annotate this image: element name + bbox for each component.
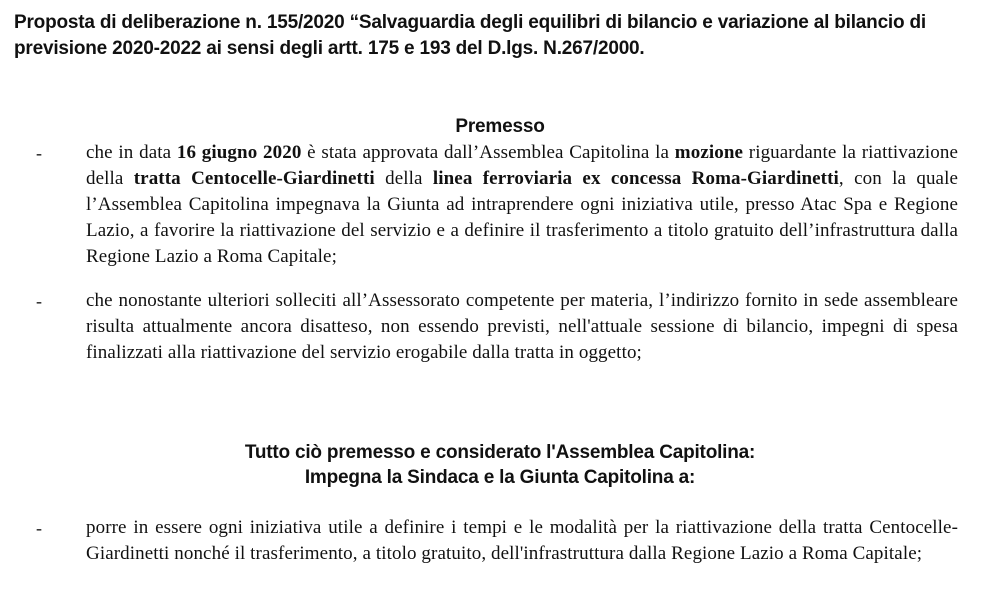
list-item-text (86, 140, 958, 270)
list-dash: - (36, 291, 42, 311)
bold-text-run: tratta Centocelle-Giardinetti (133, 168, 375, 189)
bold-text-run: linea ferroviaria ex concessa Roma-Giardinetti (432, 168, 839, 189)
document-title: Proposta di deliberazione n. 155/2020 “Salvaguardia degli equilibri di bilancio e variazione al bilancio di previsione 2020-2022 ai sensi degli artt. 175 e 193 del D.lgs. N.267/2000. (14, 12, 926, 59)
bold-text-run: 16 giugno 2020 (176, 142, 302, 163)
text-run: , con la quale l’Assemblea Capitolina impegnava la Giunta ad intraprendere ogni iniziativa utile, presso Atac Spa e Regione Lazio, a favorire la riattivazione del servizio e a definire il trasferimento a titolo gratuito dell’infrastruttura dalla Regione Lazio a Roma Capitale; (86, 168, 958, 267)
list-item-text (86, 288, 958, 366)
bold-text-run: mozione (674, 142, 744, 163)
text-run: che nonostante ulteriori solleciti all’Assessorato competente per materia, l’indirizzo fornito in sede assembleare risulta attualmente ancora disatteso, non essendo previsti, nell'attuale sessione di bilancio, impegni di spesa finalizzati alla riattivazione del servizio erogabile dalla tratta in oggetto; (86, 290, 958, 363)
text-run: è stata approvata dall’Assemblea Capitolina la (301, 142, 675, 163)
list-dash: - (36, 143, 42, 163)
text-run: porre in essere ogni iniziativa utile a definire i tempi e le modalità per la riattivazione della tratta Centocelle-Giardinetti nonché il trasferimento, a titolo gratuito, dell'infrastruttura dalla Regione Lazio a Roma Capitale; (86, 517, 958, 564)
text-run: che in data (86, 142, 177, 163)
text-run: della (374, 168, 433, 189)
considerato-heading: Tutto ciò premesso e considerato l'Assemblea Capitolina: (244, 442, 756, 463)
premesso-heading: Premesso (455, 116, 545, 137)
impegna-heading: Impegna la Sindaca e la Giunta Capitolina a: (304, 467, 696, 488)
text-run: riguardante la riattivazione della (86, 142, 958, 189)
list-dash: - (36, 518, 42, 538)
list-item-text (86, 515, 958, 567)
